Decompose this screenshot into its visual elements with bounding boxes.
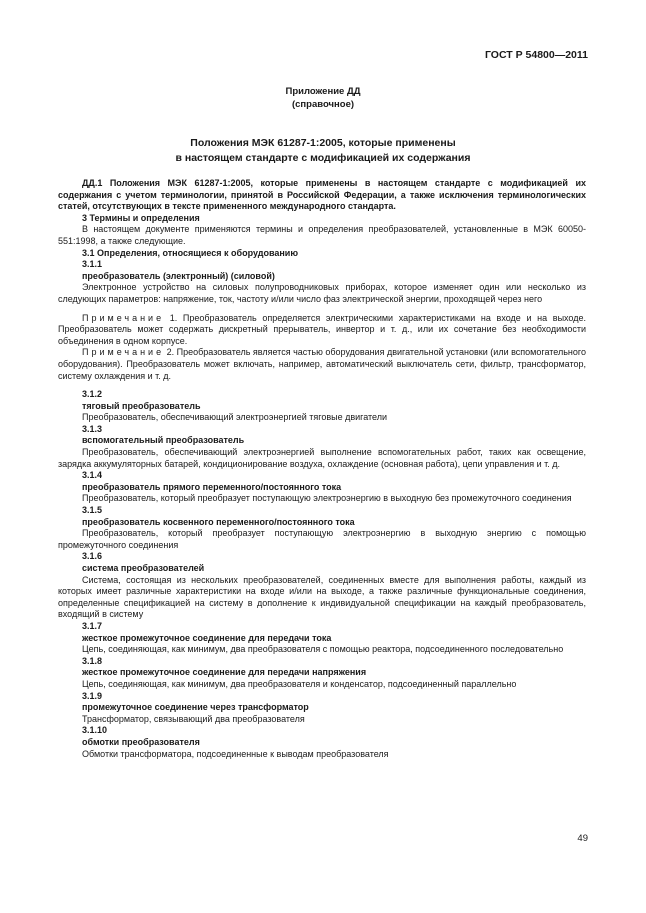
entry-term: тяговый преобразователь xyxy=(82,400,201,411)
entry-number: 3.1.10 xyxy=(82,725,108,736)
entry-number: 3.1.6 xyxy=(82,551,103,562)
entry-definition: Преобразователь, который преобразует поступающую электроэнергию в выходную энергию с помощью промежуточного соединения xyxy=(58,528,586,550)
entry-term: система преобразователей xyxy=(82,563,205,573)
entry-number: 3.1.2 xyxy=(82,389,103,400)
entry-definition: Цепь, соединяющая, как минимум, два преобразователя с помощью реактора, подсоединенного последовательно xyxy=(82,644,564,655)
entry-definition: Преобразователь, обеспечивающий электроэнергией тяговые двигатели xyxy=(82,412,388,423)
entry-number: 3.1.4 xyxy=(82,470,103,481)
section-3-title: 3 Термины и определения xyxy=(82,212,200,223)
entry-number: 3.1.3 xyxy=(82,423,103,434)
annex-block xyxy=(0,85,646,111)
entry-definition: Преобразователь, обеспечивающий электроэнергией выполнение вспомогательных работ, таких как освещение, зарядка аккумуляторных батарей, кондиционирование воздуха, охлаждение (основная работа), цепи управления и т. д. xyxy=(58,447,586,469)
entry-term: преобразователь косвенного переменного/постоянного тока xyxy=(82,516,355,527)
entry-term: обмотки преобразователя xyxy=(82,736,200,747)
section-heading xyxy=(0,136,646,166)
section-3-1-title: 3.1 Определения, относящиеся к оборудованию xyxy=(82,247,299,258)
entry-number: 3.1.7 xyxy=(82,620,103,631)
entry-term: промежуточное соединение через трансформатор xyxy=(82,702,309,713)
section-3-text: В настоящем документе применяются термины и определения преобразователей, установленные в МЭК 60050-551:1998, а также следующие. xyxy=(58,224,586,246)
document-code: ГОСТ Р 54800—2011 xyxy=(484,49,588,61)
dd1-paragraph: ДД.1 Положения МЭК 61287-1:2005, которые применены в настоящем стандарте с модификацией их содержания с учетом терминологии, принятой в Российской Федерации, а также исключения терминологических статей, отсутствующих в тексте примененного международного стандарта. xyxy=(58,178,586,212)
heading-line-1: Положения МЭК 61287-1:2005, которые применены xyxy=(190,137,456,149)
note-1-text: 1. Преобразователь определяется электрическими характеристиками на входе и на выходе. Преобразователь может содержать дискретный прерыватель, инвертор и т. д., или их сочетание без необходимости объединения в одном корпусе. xyxy=(58,312,586,346)
entry-term: вспомогательный преобразователь xyxy=(82,435,245,446)
entry-definition: Система, состоящая из нескольких преобразователей, соединенных вместе для выполнения работы, каждый из которых имеет различные характеристики на входе и/или на выходе, а также различные функциональные соединения, определенные спецификацией на систему в дополнение к индивидуальной спецификации на каждый преобразователь, входящий в систему xyxy=(58,574,586,620)
entry-number: 3.1.1 xyxy=(82,259,103,270)
entry-definition: Электронное устройство на силовых полупроводниковых приборах, которое изменяет один или несколько из следующих параметров: напряжение, ток, частоту и/или число фаз электрической энергии, проходящей через него xyxy=(58,282,586,304)
page-number: 49 xyxy=(577,833,588,844)
note-2-text: 2. Преобразователь является частью оборудования двигательной установки (или вспомогательного оборудования). Преобразователь может включать, например, автоматический выключатель сети, фильтр, трансформатор, систему охлаждения и т. д. xyxy=(58,347,586,381)
annex-title: Приложение ДД xyxy=(285,86,361,97)
entry-term: жесткое промежуточное соединение для передачи тока xyxy=(82,632,332,643)
annex-subtitle: (справочное) xyxy=(291,99,355,110)
entry-definition: Цепь, соединяющая, как минимум, два преобразователя и конденсатор, подсоединенный параллельно xyxy=(82,678,517,689)
entry-term: преобразователь прямого переменного/постоянного тока xyxy=(82,481,342,492)
entry-definition: Преобразователь, который преобразует поступающую электроэнергию в выходную без промежуточного соединения xyxy=(82,493,572,504)
entry-number: 3.1.9 xyxy=(82,690,103,701)
entry-term: преобразователь (электронный) (силовой) xyxy=(82,270,275,281)
heading-line-2: в настоящем стандарте с модификацией их содержания xyxy=(175,152,471,164)
entry-term: жесткое промежуточное соединение для передачи напряжения xyxy=(82,667,367,678)
entry-definition: Трансформатор, связывающий два преобразователя xyxy=(82,713,305,724)
note-1 xyxy=(58,313,586,348)
note-2 xyxy=(58,347,586,382)
note-2-label: Примечание xyxy=(82,347,165,358)
entry-number: 3.1.5 xyxy=(82,505,103,516)
entry-number: 3.1.8 xyxy=(82,655,103,666)
entry-definition: Обмотки трансформатора, подсоединенные к выводам преобразователя xyxy=(82,748,389,759)
document-body xyxy=(58,178,586,760)
note-1-label: Примечание xyxy=(82,312,165,323)
